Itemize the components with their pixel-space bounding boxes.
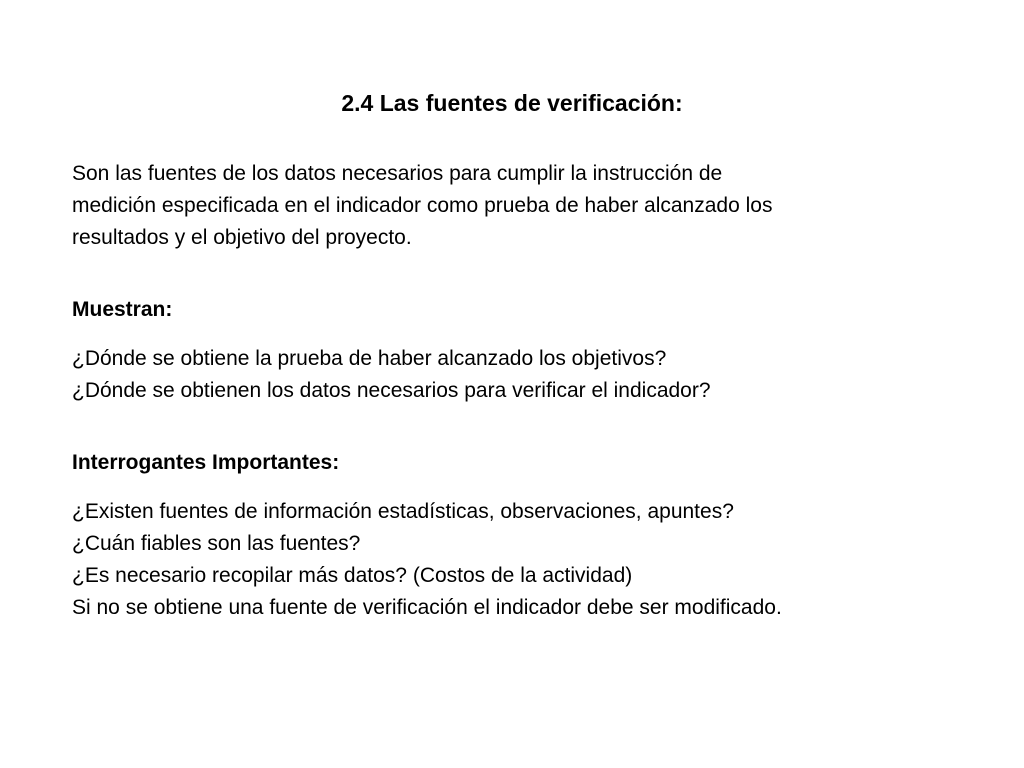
muestran-question: ¿Dónde se obtienen los datos necesarios para verificar el indicador?: [72, 379, 711, 402]
interrogantes-item: Si no se obtiene una fuente de verificación el indicador debe ser modificado.: [72, 596, 782, 619]
interrogantes-list: [72, 496, 952, 624]
interrogantes-item: ¿Existen fuentes de información estadísticas, observaciones, apuntes?: [72, 500, 734, 523]
muestran-list: [72, 343, 952, 407]
slide-title: 2.4 Las fuentes de verificación:: [341, 90, 683, 116]
intro-paragraph: [72, 158, 952, 254]
intro-line: medición especificada en el indicador como prueba de haber alcanzado los: [72, 194, 773, 217]
muestran-heading: Muestran:: [72, 298, 173, 321]
intro-line: resultados y el objetivo del proyecto.: [72, 226, 412, 249]
interrogantes-item: ¿Cuán fiables son las fuentes?: [72, 532, 361, 555]
muestran-question: ¿Dónde se obtiene la prueba de haber alcanzado los objetivos?: [72, 347, 667, 370]
interrogantes-heading: Interrogantes Importantes:: [72, 451, 340, 474]
interrogantes-item: ¿Es necesario recopilar más datos? (Costos de la actividad): [72, 564, 633, 587]
intro-line: Son las fuentes de los datos necesarios para cumplir la instrucción de: [72, 162, 723, 185]
